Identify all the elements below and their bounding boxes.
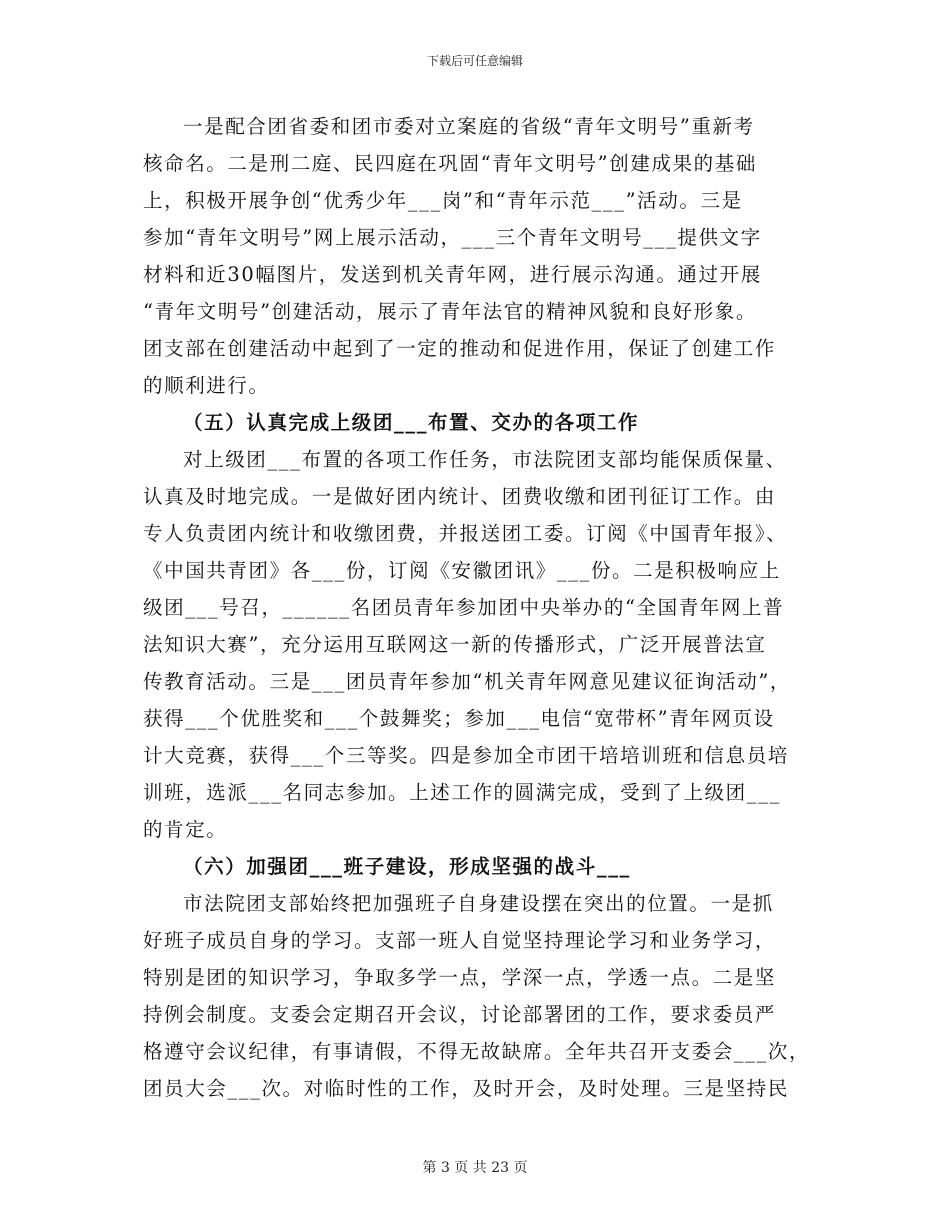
text-line: 材料和近30幅图片，发送到机关青年网，进行展示沟通。通过开展 (143, 263, 762, 286)
text-line: 的肯定。 (143, 818, 228, 841)
text-line: 持例会制度。支委会定期召开会议，讨论部署团的工作，要求委员严 (143, 1003, 777, 1026)
paragraph-section-6 (143, 885, 811, 1107)
text-line: 专人负责团内统计和收缴团费，并报送团工委。订阅《中国青年报》、 (143, 522, 788, 545)
text-line: 一是配合团省委和团市委对立案庭的省级“青年文明号”重新考 (183, 115, 755, 138)
text-line: 计大竞赛，获得___个三等奖。四是参加全市团干培培训班和信息员培 (143, 744, 789, 767)
text-line: 特别是团的知识学习，争取多学一点，学深一点，学透一点。二是坚 (143, 966, 777, 989)
heading-text: （五）认真完成上级团___布置、交办的各项工作 (183, 411, 640, 434)
text-line: 传教育活动。三是___团员青年参加“机关青年网意见建议征询活动”， (143, 670, 791, 693)
text-line: 获得___个优胜奖和___个鼓舞奖；参加___电信“宽带杯”青年网页设 (143, 707, 775, 730)
text-line: 市法院团支部始终把加强班子自身建设摆在突出的位置。一是抓 (183, 892, 774, 915)
document-body (143, 108, 811, 1107)
text-line: 格遵守会议纪律，有事请假，不得无故缺席。全年共召开支委会___次， (143, 1040, 811, 1063)
text-line: 参加“青年文明号”网上展示活动，___三个青年文明号___提供文字 (143, 226, 762, 249)
text-line: 核命名。二是刑二庭、民四庭在巩固“青年文明号”创建成果的基础 (143, 152, 757, 175)
paragraph-qingnian-wenminghao (143, 108, 803, 404)
page-number: 第 3 页 共 23 页 (422, 1160, 528, 1176)
text-line: 团员大会___次。对临时性的工作，及时开会，及时处理。三是坚持民 (143, 1077, 789, 1100)
section-heading-6 (143, 848, 803, 885)
text-line: 认真及时地完成。一是做好团内统计、团费收缴和团刊征订工作。由 (143, 485, 777, 508)
text-line: 好班子成员自身的学习。支部一班人自觉坚持理论学习和业务学习， (143, 929, 777, 952)
paragraph-section-5 (143, 441, 803, 848)
text-line: 上，积极开展争创“优秀少年___岗”和“青年示范___”活动。三是 (143, 189, 743, 212)
text-line: 对上级团___布置的各项工作任务，市法院团支部均能保质保量、 (183, 448, 787, 471)
text-line: 团支部在创建活动中起到了一定的推动和促进作用，保证了创建工作 (143, 337, 777, 360)
text-line: 训班，选派___名同志参加。上述工作的圆满完成，受到了上级团___ (143, 781, 781, 804)
text-line: 的顺利进行。 (143, 374, 270, 397)
text-line: 《中国共青团》各___份，订阅《安徽团讯》___份。二是积极响应上 (143, 559, 781, 582)
heading-text: （六）加强团___班子建设，形成坚强的战斗___ (183, 855, 631, 878)
text-line: 法知识大赛”，充分运用互联网这一新的传播形式，广泛开展普法宣 (143, 633, 767, 656)
section-heading-5 (143, 404, 803, 441)
text-line: 级团___号召，______名团员青年参加团中央举办的“全国青年网上普 (143, 596, 785, 619)
header-note: 下载后可任意编辑 (426, 54, 523, 68)
text-line: “青年文明号”创建活动，展示了青年法官的精神风貌和良好形象。 (143, 300, 757, 323)
